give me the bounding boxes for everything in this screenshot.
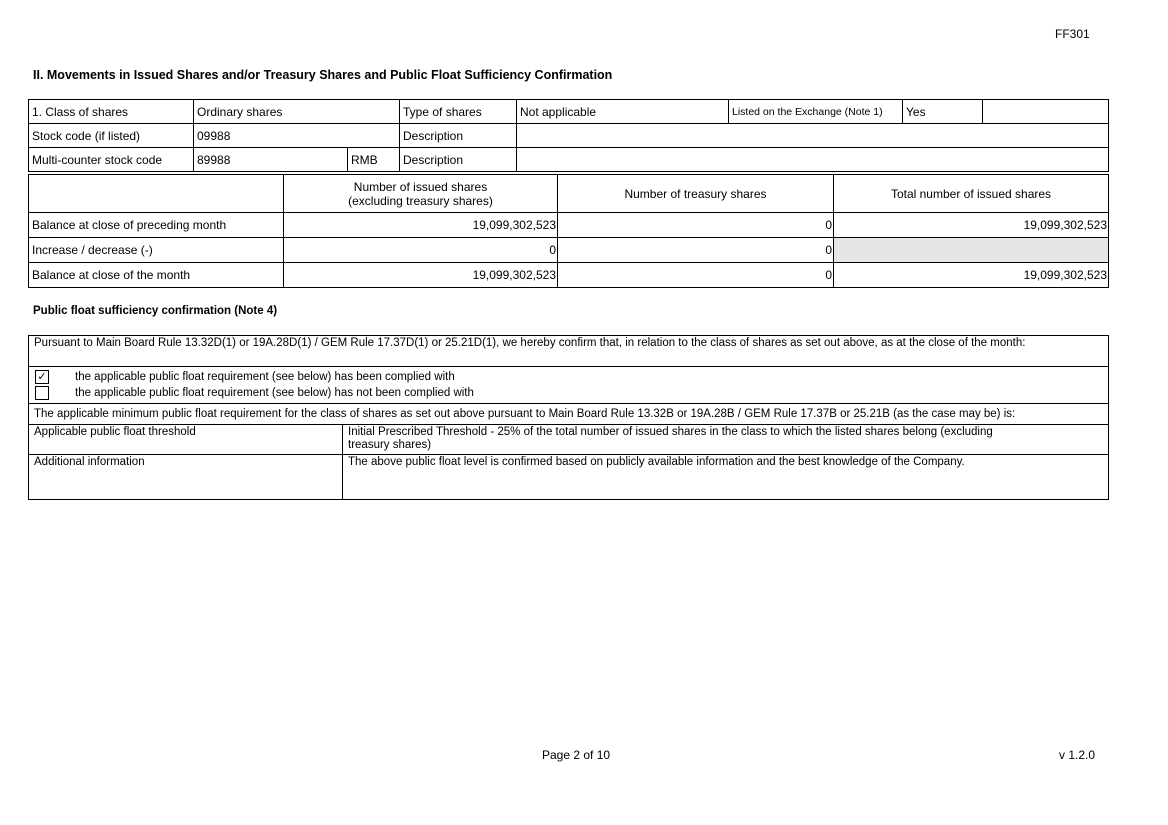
empty-cell (983, 100, 1109, 124)
option-not-complied (35, 385, 1102, 401)
multi-counter-row (29, 148, 1109, 172)
threshold-value: Initial Prescribed Threshold - 25% of the total number of issued shares in the class to which the listed shares belong (excluding treasury shares) (343, 425, 1109, 455)
public-float-title: Public float sufficiency confirmation (Note 4) (33, 305, 278, 317)
requirement-row (29, 404, 1109, 425)
class-value: Ordinary shares (194, 100, 400, 124)
version: v 1.2.0 (1059, 748, 1096, 762)
listed-label: Listed on the Exchange (Note 1) (729, 100, 903, 124)
complied-checkbox[interactable]: ✓ (35, 370, 49, 384)
table-row (29, 213, 1109, 238)
description-value-2 (517, 148, 1109, 172)
total-value: 19,099,302,523 (834, 263, 1109, 288)
additional-row (29, 455, 1109, 500)
stock-code-value: 09988 (194, 124, 400, 148)
option-complied (35, 369, 1102, 385)
multi-counter-label: Multi-counter stock code (29, 148, 194, 172)
treasury-value: 0 (558, 263, 834, 288)
stock-code-row (29, 124, 1109, 148)
treasury-value: 0 (558, 213, 834, 238)
listed-value: Yes (903, 100, 983, 124)
public-float-table (28, 335, 1109, 500)
intro-text: Pursuant to Main Board Rule 13.32D(1) or 19A.28D(1) / GEM Rule 17.37D(1) or 25.21D(1), we hereby confirm that, in relation to the class of shares as set out above, as at the close of the month: (29, 336, 1109, 367)
issued-value: 0 (284, 238, 558, 263)
description-value (517, 124, 1109, 148)
row-label: Balance at close of preceding month (29, 213, 284, 238)
treasury-value: 0 (558, 238, 834, 263)
header-total: Total number of issued shares (834, 175, 1109, 213)
options-cell (29, 367, 1109, 404)
issued-value: 19,099,302,523 (284, 213, 558, 238)
class-label: 1. Class of shares (29, 100, 194, 124)
multi-counter-value: 89988 (194, 148, 348, 172)
intro-row (29, 336, 1109, 367)
not-complied-checkbox[interactable] (35, 386, 49, 400)
not-complied-label: the applicable public float requirement (see below) has not been complied with (75, 387, 474, 399)
threshold-row (29, 425, 1109, 455)
section-title: II. Movements in Issued Shares and/or Treasury Shares and Public Float Sufficiency Confirmation (33, 68, 613, 82)
type-label: Type of shares (400, 100, 517, 124)
table-row (29, 238, 1109, 263)
description-label: Description (400, 124, 517, 148)
table-row (29, 263, 1109, 288)
requirement-text: The applicable minimum public float requirement for the class of shares as set out above pursuant to Main Board Rule 13.32B or 19A.28B / GEM Rule 17.37B or 25.21B (as the case may be) is: (29, 404, 1109, 425)
additional-value: The above public float level is confirmed based on publicly available information and the best knowledge of the Company. (343, 455, 1109, 500)
page-number: Page 2 of 10 (542, 748, 611, 762)
additional-label: Additional information (29, 455, 343, 500)
currency: RMB (348, 148, 400, 172)
header-blank (29, 175, 284, 213)
issued-value: 19,099,302,523 (284, 263, 558, 288)
class-row (29, 100, 1109, 124)
options-row (29, 367, 1109, 404)
complied-label: the applicable public float requirement (see below) has been complied with (75, 371, 455, 383)
row-label: Balance at close of the month (29, 263, 284, 288)
total-value: 19,099,302,523 (834, 213, 1109, 238)
form-code: FF301 (1055, 27, 1090, 41)
threshold-label: Applicable public float threshold (29, 425, 343, 455)
movements-table (28, 174, 1109, 288)
type-value: Not applicable (517, 100, 729, 124)
total-value (834, 238, 1109, 263)
header-issued: Number of issued shares (excluding treasury shares) (284, 175, 558, 213)
description-label-2: Description (400, 148, 517, 172)
stock-code-label: Stock code (if listed) (29, 124, 194, 148)
row-label: Increase / decrease (-) (29, 238, 284, 263)
header-treasury: Number of treasury shares (558, 175, 834, 213)
movements-header-row (29, 175, 1109, 213)
class-info-table (28, 99, 1109, 172)
